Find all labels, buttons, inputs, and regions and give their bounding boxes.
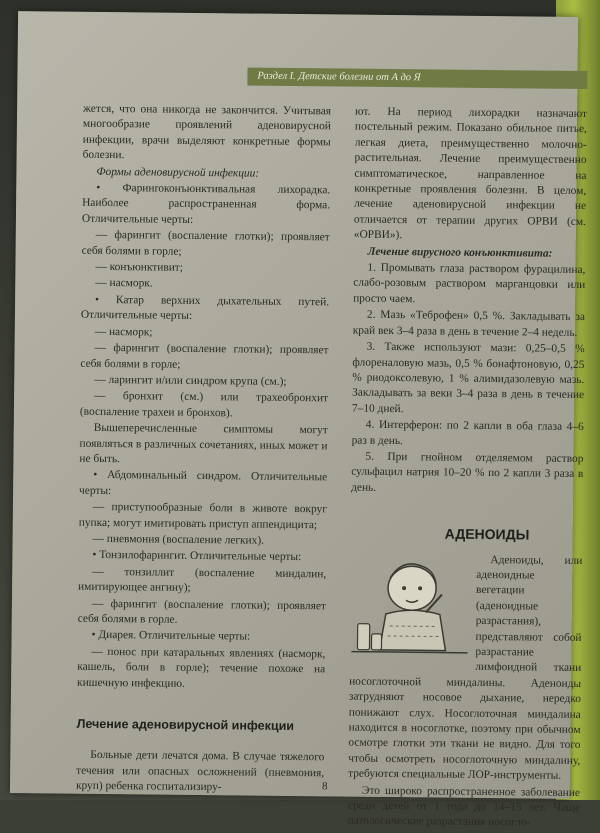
- text-paragraph: • Абдоминальный синдром. Отличительные черты:: [79, 469, 328, 497]
- text-paragraph: • Тонзилофарингит. Отличительные черты:: [92, 549, 302, 564]
- section-title: Лечение аденовирусной инфекции: [76, 716, 295, 734]
- text-paragraph: Формы аденовирусной инфекции:: [96, 165, 260, 180]
- book-page: [10, 11, 588, 829]
- text-paragraph: — фарингит (воспаление глотки); проявляет себя болями в горле.: [77, 597, 326, 626]
- text-paragraph: Вышеперечисленные симптомы могут появляться в различных сочетаниях, иных может и не быть.: [79, 422, 328, 466]
- text-paragraph: жется, что она никогда не закончится. Учитывая многообразие проявлений аденовирусной инфекции, врачи выделяют конкретные формы болезни.: [82, 102, 332, 162]
- text-paragraph: — бронхит (см.) или трахеобронхит (воспаление трахеи и бронхов).: [79, 390, 329, 420]
- page-number: 8: [321, 780, 328, 793]
- text-paragraph: — насморк;: [94, 325, 153, 339]
- text-paragraph: — понос при катаральных явлениях (насморк, кашель, боли в горле); течение похоже на кишечную инфекцию.: [77, 645, 326, 690]
- text-paragraph: • Диарея. Отличительные черты:: [91, 629, 251, 643]
- text-paragraph: 1. Промывать глаза раствором фурацилина, слабо-розовым раствором марганцовки или просто чаем.: [353, 261, 586, 306]
- adenoids-paragraph-2: Это широко распространенное заболевание среди детей от 1 года до 14–15 лет. Чаще патологические разрастания носогло-: [347, 784, 581, 829]
- text-paragraph: — насморк.: [95, 277, 153, 290]
- text-paragraph: — тонзиллит (воспаление миндалин, имитирующее ангину);: [78, 565, 327, 595]
- text-paragraph: — фарингит (воспаление глотки); проявляет себя болями в горле;: [80, 342, 329, 371]
- running-header: Раздел I. Детские болезни от А до Я: [247, 67, 587, 89]
- adenoids-text: [348, 551, 583, 832]
- text-paragraph: Больные дети лечатся дома. В случае тяжелого течения или опасных осложнений (пневмония, круп) ребенка госпитализиру-: [75, 749, 325, 794]
- right-column: [348, 105, 588, 833]
- left-column: [76, 102, 331, 798]
- adenoids-paragraph-1: Аденоиды, или аденоидные вегетации (аденоидные разрастания), представляют собой разрастание лимфоидной ткани носоглоточной миндалины. Аденоиды затрудняют носовое дыхание, нередко понижают слух. Носоглоточная миндалина находится в носоглотке, поэтому при обычном осмотре глотки эти ткани не видно. Для того чтобы осмотреть носоглоточную миндалину, требуются специальные ЛОР-инструменты.: [348, 553, 583, 783]
- text-paragraph: 5. При гнойном отделяемом раствор сульфацил натрия 10–20 % по 2 капли 3 раза в день.: [351, 450, 584, 494]
- text-paragraph: Лечение вирусного конъюнктивита:: [367, 245, 553, 260]
- text-paragraph: — приступообразные боли в животе вокруг пупка; могут имитировать приступ аппендицита;: [78, 501, 327, 531]
- text-paragraph: ют. На период лихорадки назначают постельный режим. Показано обильное питье, легкая диета, преимущественно молочно-растительная. Лечение преимущественно симптоматическое, направленное на конкретные проявления болезни. В целом, лечение аденовирусной инфекции не отличается от терапии других ОРВИ (см. «ОРВИ»).: [353, 105, 588, 242]
- section-title-adenoids: АДЕНОИДЫ: [444, 525, 530, 543]
- text-paragraph: — пневмония (воспаление легких).: [92, 532, 265, 547]
- text-paragraph: — фарингит (воспаление глотки); проявляет себя болями в горле;: [81, 229, 330, 258]
- text-paragraph: • Фаринrоконъюнктивальная лихорадка. Наиболее распространенная форма. Отличительные черты:: [81, 181, 331, 226]
- text-paragraph: 2. Мазь «Теброфен» 0,5 %. Закладывать за край век 3–4 раза в день в течение 2–4 недель.: [352, 309, 585, 339]
- text-paragraph: — конъюнктивит;: [95, 260, 184, 274]
- text-paragraph: 4. Интерферон: по 2 капли в оба глаза 4–6 раз в день.: [351, 418, 584, 447]
- right-column-treatment: [351, 105, 587, 499]
- text-paragraph: • Катар верхних дыхательных путей. Отличительные черты:: [80, 293, 330, 323]
- text-paragraph: — ларингит и/или синдром крупа (см.);: [94, 373, 287, 388]
- text-paragraph: 3. Также используют мази: 0,25–0,5 % флоренaловую мазь, 0,5 % бонафтоновую, 0,25 % риодоксолевую, 1 % алимидазолевую мазь. Закладывать за веки 3–4 раза в день в течение 7–10 дней.: [351, 340, 585, 415]
- child-sick-illustration: [349, 553, 470, 662]
